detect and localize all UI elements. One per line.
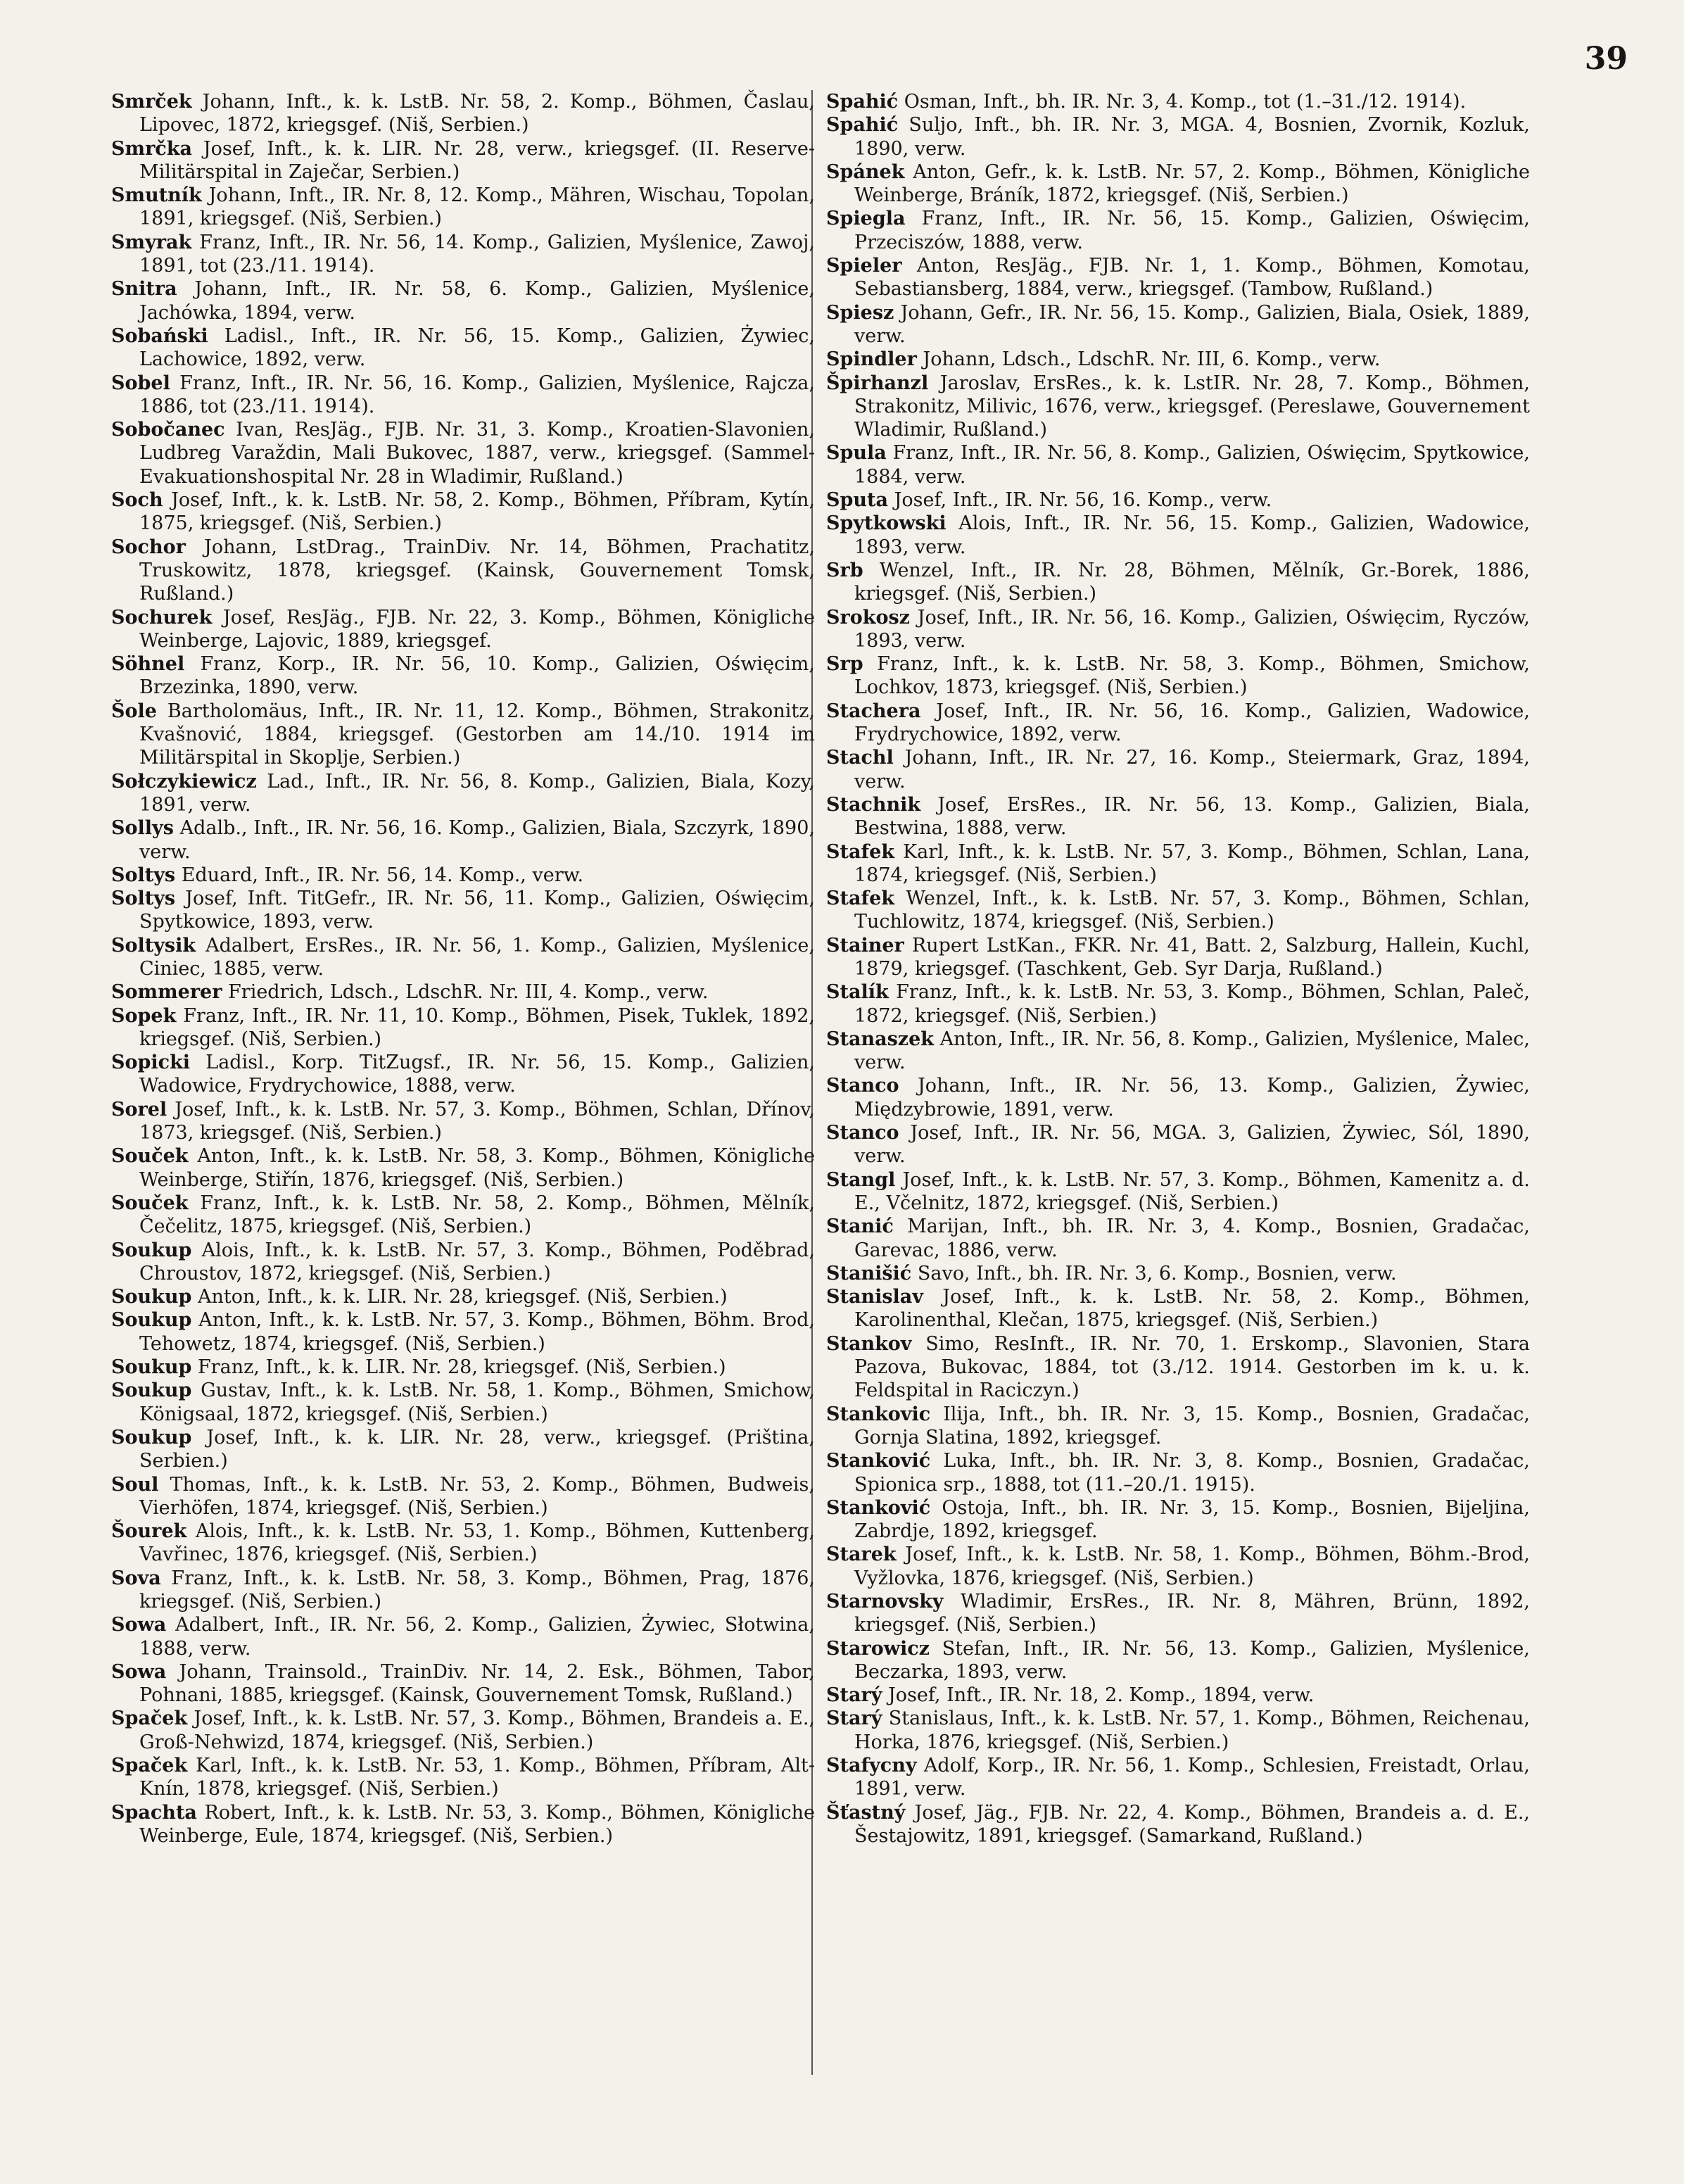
entry-surname: Stangl <box>826 1168 896 1191</box>
entry-details: Luka, Inft., bh. IR. Nr. 3, 8. Komp., Bosnien, Gradačac, Spionica srp., 1888, tot (11.–20./1. 1915). <box>854 1450 1530 1496</box>
entry-details: Josef, Inft., k. k. LIR. Nr. 28, verw., kriegsgef. (II. Reserve-Militärspital in Zaječar, Serbien.) <box>139 137 815 183</box>
entry-details: Josef, Inft., k. k. LstB. Nr. 58, 1. Komp., Böhmen, Böhm.-Brod, Vyžlovka, 1876, kriegsgef. (Niš, Serbien.) <box>854 1544 1530 1589</box>
entry-details: Josef, Inft., k. k. LstB. Nr. 58, 2. Komp., Böhmen, Karolinenthal, Klečan, 1875, kriegsgef. (Niš, Serbien.) <box>854 1286 1530 1332</box>
list-entry <box>111 137 815 184</box>
entry-surname: Sorel <box>111 1098 167 1121</box>
entry-surname: Soukup <box>111 1239 192 1261</box>
entry-surname: Soch <box>111 489 163 512</box>
entry-surname: Šťastný <box>826 1801 906 1824</box>
list-entry <box>826 1215 1530 1262</box>
entry-details: Josef, Inft., k. k. LstB. Nr. 57, 3. Komp., Böhmen, Kamenitz a. d. E., Včelnitz, 1872, kriegsgef. (Niš, Serbien.) <box>854 1168 1530 1214</box>
list-entry <box>826 1332 1530 1403</box>
entry-surname: Stanišić <box>826 1262 912 1284</box>
list-entry <box>826 1449 1530 1496</box>
entry-details: Savo, Inft., bh. IR. Nr. 3, 6. Komp., Bosnien, verw. <box>917 1262 1397 1284</box>
list-entry <box>111 1308 815 1356</box>
list-entry <box>111 934 815 981</box>
entry-details: Franz, Inft., IR. Nr. 56, 16. Komp., Galizien, Myślenice, Rajcza, 1886, tot (23./11. 1914). <box>139 372 815 417</box>
entry-surname: Smyrak <box>111 231 192 253</box>
entry-surname: Starowicz <box>826 1637 930 1660</box>
list-entry <box>111 184 815 231</box>
entry-surname: Söhnel <box>111 653 185 676</box>
entry-surname: Smutník <box>111 184 202 207</box>
list-entry <box>111 1285 815 1308</box>
list-entry <box>111 1801 815 1848</box>
entry-details: Franz, Inft., IR. Nr. 56, 8. Komp., Galizien, Oświęcim, Spytkowice, 1884, verw. <box>854 442 1530 488</box>
list-entry <box>111 652 815 700</box>
entry-surname: Spiesz <box>826 301 894 324</box>
entry-details: Johann, Gefr., IR. Nr. 56, 15. Komp., Galizien, Biala, Osiek, 1889, verw. <box>854 301 1530 347</box>
entry-details: Karl, Inft., k. k. LstB. Nr. 57, 3. Komp., Böhmen, Schlan, Lana, 1874, kriegsgef. (Niš, Serbien.) <box>854 840 1530 886</box>
entry-surname: Sopek <box>111 1004 177 1027</box>
entry-surname: Spachta <box>111 1801 197 1824</box>
entry-surname: Sommerer <box>111 981 222 1004</box>
entry-surname: Soukup <box>111 1356 192 1379</box>
entry-surname: Snitra <box>111 278 177 301</box>
entry-details: Franz, Korp., IR. Nr. 56, 10. Komp., Galizien, Oświęcim, Brzezinka, 1890, verw. <box>139 653 815 699</box>
left-column <box>111 90 815 1848</box>
page-number: 39 <box>1584 41 1628 77</box>
entry-surname: Starnovsky <box>826 1591 944 1612</box>
entry-details: Suljo, Inft., bh. IR. Nr. 3, MGA. 4, Bosnien, Zvornik, Kozluk, 1890, verw. <box>854 114 1530 160</box>
entry-surname: Stanislav <box>826 1286 923 1308</box>
entry-surname: Stachera <box>826 700 921 722</box>
list-entry <box>826 746 1530 793</box>
list-entry <box>111 770 815 817</box>
entry-details: Wladimir, ErsRes., IR. Nr. 8, Mähren, Brünn, 1892, kriegsgef. (Niš, Serbien.) <box>854 1591 1531 1636</box>
entry-details: Wenzel, Inft., k. k. LstB. Nr. 57, 3. Komp., Böhmen, Schlan, Tuchlowitz, 1874, kriegsgef. (Niš, Serbien.) <box>854 888 1530 933</box>
list-entry <box>111 1379 815 1426</box>
list-entry <box>826 606 1530 653</box>
entry-surname: Souček <box>111 1192 189 1214</box>
entry-surname: Starek <box>826 1544 897 1566</box>
list-entry <box>111 418 815 488</box>
entry-surname: Soltys <box>111 888 176 910</box>
list-entry <box>826 160 1530 208</box>
entry-surname: Spaček <box>111 1708 188 1730</box>
entry-surname: Stankovic <box>826 1403 931 1425</box>
entry-details: Rupert LstKan., FKR. Nr. 41, Batt. 2, Salzburg, Hallein, Kuchl, 1879, kriegsgef. (Taschkent, Geb. Syr Darja, Rußland.) <box>854 934 1530 980</box>
entry-details: Johann, Inft., IR. Nr. 8, 12. Komp., Mähren, Wischau, Topolan, 1891, kriegsgef. (Niš, Serbien.) <box>139 184 815 230</box>
entry-details: Eduard, Inft., IR. Nr. 56, 14. Komp., verw. <box>181 864 584 886</box>
entry-details: Josef, Inft., IR. Nr. 56, 16. Komp., Galizien, Oświęcim, Ryczów, 1893, verw. <box>854 606 1530 652</box>
entry-surname: Sollys <box>111 817 174 840</box>
entry-surname: Sołczykiewicz <box>111 770 257 793</box>
entry-details: Lad., Inft., IR. Nr. 56, 8. Komp., Galizien, Biala, Kozy, 1891, verw. <box>139 770 815 816</box>
entry-details: Karl, Inft., k. k. LstB. Nr. 53, 1. Komp., Böhmen, Příbram, Alt-Knín, 1878, kriegsgef. (Niš, Serbien.) <box>139 1755 815 1800</box>
entry-surname: Soltysik <box>111 934 196 957</box>
entry-details: Jaroslav, ErsRes., k. k. LstIR. Nr. 28, 7. Komp., Böhmen, Strakonitz, Milivic, 1676, verw., kriegsgef. (Pereslawe, Gouvernement Wladimir, Rußland.) <box>854 372 1530 441</box>
entry-details: Franz, Inft., k. k. LIR. Nr. 28, kriegsgef. (Niš, Serbien.) <box>197 1356 726 1379</box>
list-entry <box>826 488 1530 512</box>
entry-surname: Sopicki <box>111 1052 191 1074</box>
entry-details: Wenzel, Inft., IR. Nr. 28, Böhmen, Mělník, Gr.-Borek, 1886, kriegsgef. (Niš, Serbien.) <box>854 559 1530 605</box>
list-entry <box>111 231 815 278</box>
entry-surname: Stachl <box>826 747 894 769</box>
entry-details: Anton, Gefr., k. k. LstB. Nr. 57, 2. Komp., Böhmen, Königliche Weinberge, Bráník, 1872, kriegsgef. (Niš, Serbien.) <box>854 160 1530 207</box>
entry-details: Anton, Inft., k. k. LstB. Nr. 57, 3. Komp., Böhmen, Böhm. Brod, Tehowetz, 1874, kriegsgef. (Niš, Serbien.) <box>139 1309 815 1355</box>
list-entry <box>826 1403 1530 1450</box>
list-entry <box>826 441 1530 488</box>
entry-details: Friedrich, Ldsch., LdschR. Nr. III, 4. Komp., verw. <box>228 981 709 1004</box>
entry-details: Franz, Inft., k. k. LstB. Nr. 58, 2. Komp., Böhmen, Mělník, Čečelitz, 1875, kriegsgef. (Niš, Serbien.) <box>139 1192 815 1238</box>
list-entry <box>826 934 1530 981</box>
entry-details: Josef, ResJäg., FJB. Nr. 22, 3. Komp., Böhmen, Königliche Weinberge, Lajovic, 1889, kriegsgef. <box>139 606 816 652</box>
entry-surname: Spahić <box>826 114 899 137</box>
list-entry <box>111 1098 815 1145</box>
entry-details: Johann, Ldsch., LdschR. Nr. III, 6. Komp., verw. <box>923 348 1381 371</box>
entry-details: Josef, Inft., k. k. LstB. Nr. 57, 3. Komp., Böhmen, Brandeis a. E., Groß-Nehwizd, 1874, kriegsgef. (Niš, Serbien.) <box>139 1708 815 1753</box>
entry-details: Franz, Inft., IR. Nr. 56, 14. Komp., Galizien, Myślenice, Zawoj, 1891, tot (23./11. 1914). <box>139 231 815 277</box>
entry-surname: Šole <box>111 700 157 722</box>
entry-surname: Stafycny <box>826 1755 917 1777</box>
entry-surname: Soukup <box>111 1380 192 1402</box>
entry-surname: Spytkowski <box>826 512 947 535</box>
list-entry <box>111 1004 815 1052</box>
list-entry <box>111 1707 815 1754</box>
list-entry <box>826 1496 1530 1544</box>
entry-surname: Sochor <box>111 536 186 558</box>
entry-details: Johann, LstDrag., TrainDiv. Nr. 14, Böhmen, Prachatitz, Truskowitz, 1878, kriegsgef. (Kainsk, Gouvernement Tomsk, Rußland.) <box>139 536 815 605</box>
entry-surname: Sova <box>111 1567 161 1589</box>
entry-surname: Stanković <box>826 1450 931 1472</box>
entry-surname: Špirhanzl <box>826 372 929 394</box>
entry-surname: Spula <box>826 442 887 465</box>
entry-details: Alois, Inft., k. k. LstB. Nr. 57, 3. Komp., Böhmen, Poděbrad, Chroustov, 1872, kriegsgef. (Niš, Serbien.) <box>139 1239 815 1284</box>
entry-surname: Soltys <box>111 864 176 886</box>
list-entry <box>111 816 815 864</box>
list-entry <box>111 324 815 372</box>
entry-details: Anton, Inft., k. k. LIR. Nr. 28, kriegsgef. (Niš, Serbien.) <box>197 1286 728 1308</box>
list-entry <box>111 606 815 653</box>
entry-details: Anton, ResJäg., FJB. Nr. 1, 1. Komp., Böhmen, Komotau, Sebastiansberg, 1884, verw., kriegsgef. (Tambow, Rußland.) <box>854 255 1530 301</box>
entry-details: Anton, Inft., IR. Nr. 56, 8. Komp., Galizien, Myślenice, Malec, verw. <box>854 1028 1530 1074</box>
entry-details: Thomas, Inft., k. k. LstB. Nr. 53, 2. Komp., Böhmen, Budweis, Vierhöfen, 1874, kriegsgef. (Niš, Serbien.) <box>139 1473 815 1519</box>
list-entry <box>826 1074 1530 1121</box>
entry-details: Adalb., Inft., IR. Nr. 56, 16. Komp., Galizien, Biala, Szczyrk, 1890, verw. <box>139 817 815 863</box>
entry-surname: Sobočanec <box>111 419 225 441</box>
list-entry <box>826 1285 1530 1332</box>
entry-surname: Spahić <box>826 91 899 113</box>
entry-details: Adolf, Korp., IR. Nr. 56, 1. Komp., Schlesien, Freistadt, Orlau, 1891, verw. <box>854 1755 1530 1800</box>
list-entry <box>111 1144 815 1192</box>
list-entry <box>826 254 1530 301</box>
entry-surname: Stanić <box>826 1216 894 1238</box>
entry-surname: Soukup <box>111 1426 192 1448</box>
entry-surname: Sowa <box>111 1660 167 1683</box>
list-entry <box>111 1660 815 1708</box>
entry-surname: Spiegla <box>826 208 906 230</box>
entry-details: Johann, Inft., IR. Nr. 56, 13. Komp., Galizien, Żywiec, Międzybrowie, 1891, verw. <box>854 1075 1530 1121</box>
entry-details: Franz, Inft., k. k. LstB. Nr. 53, 3. Komp., Böhmen, Schlan, Paleč, 1872, kriegsgef. (Niš, Serbien.) <box>854 981 1530 1027</box>
list-entry <box>111 980 815 1004</box>
list-entry <box>111 1473 815 1520</box>
entry-surname: Soul <box>111 1473 159 1496</box>
entry-surname: Spindler <box>826 348 917 371</box>
right-column <box>826 90 1530 1848</box>
list-entry <box>826 700 1530 747</box>
entry-details: Ostoja, Inft., bh. IR. Nr. 3, 15. Komp., Bosnien, Bijeljina, Zabrdje, 1892, kriegsgef. <box>854 1496 1530 1543</box>
entry-surname: Stafek <box>826 888 894 910</box>
list-entry <box>826 840 1530 888</box>
entry-surname: Srokosz <box>826 606 910 629</box>
entry-surname: Starý <box>826 1708 882 1730</box>
entry-surname: Stalík <box>826 981 889 1004</box>
entry-surname: Smrček <box>111 91 192 113</box>
list-entry <box>826 887 1530 934</box>
entry-details: Josef, Inft., k. k. LstB. Nr. 58, 2. Komp., Böhmen, Příbram, Kytín, 1875, kriegsgef. (Niš, Serbien.) <box>139 489 815 535</box>
entry-details: Johann, Trainsold., TrainDiv. Nr. 14, 2. Esk., Böhmen, Tabor, Pohnani, 1885, kriegsgef. (Kainsk, Gouvernement Tomsk, Rußland.) <box>139 1660 815 1707</box>
entry-details: Robert, Inft., k. k. LstB. Nr. 53, 3. Komp., Böhmen, Königliche Weinberge, Eule, 1874, kriegsgef. (Niš, Serbien.) <box>139 1801 815 1847</box>
list-entry <box>826 348 1530 371</box>
entry-surname: Soukup <box>111 1286 192 1308</box>
list-entry <box>111 90 815 137</box>
entry-surname: Srb <box>826 559 863 581</box>
entry-details: Ivan, ResJäg., FJB. Nr. 31, 3. Komp., Kroatien-Slavonien, Ludbreg Varaždin, Mali Bukovec, 1887, verw., kriegsgef. (Sammel-Evakuationshospital Nr. 28 in Wladimir, Rußland.) <box>139 419 815 488</box>
entry-surname: Stafek <box>826 840 894 863</box>
entry-details: Bartholomäus, Inft., IR. Nr. 11, 12. Komp., Böhmen, Strakonitz, Kvašnović, 1884, kriegsgef. (Gestorben am 14./10. 1914 im Militärspital in Skoplje, Serbien.) <box>139 700 815 769</box>
entry-details: Johann, Inft., IR. Nr. 27, 16. Komp., Steiermark, Graz, 1894, verw. <box>854 747 1530 793</box>
entry-details: Anton, Inft., k. k. LstB. Nr. 58, 3. Komp., Böhmen, Königliche Weinberge, Stiřín, 1876, kriegsgef. (Niš, Serbien.) <box>139 1145 815 1191</box>
list-entry <box>111 536 815 606</box>
list-entry <box>111 1613 815 1660</box>
entry-details: Ilija, Inft., bh. IR. Nr. 3, 15. Komp., Bosnien, Gradačac, Gornja Slatina, 1892, kriegsgef. <box>854 1403 1530 1448</box>
entry-surname: Sobel <box>111 372 170 394</box>
entry-details: Alois, Inft., IR. Nr. 56, 15. Komp., Galizien, Wadowice, 1893, verw. <box>854 512 1530 558</box>
entry-surname: Soukup <box>111 1309 192 1332</box>
list-entry <box>826 1754 1530 1801</box>
entry-details: Josef, Inft., IR. Nr. 18, 2. Komp., 1894, verw. <box>887 1684 1315 1707</box>
list-entry <box>826 1637 1530 1684</box>
list-entry <box>111 1426 815 1473</box>
list-entry <box>111 488 815 536</box>
list-entry <box>826 372 1530 442</box>
entry-details: Franz, Inft., k. k. LstB. Nr. 58, 3. Komp., Böhmen, Prag, 1876, kriegsgef. (Niš, Serbien.) <box>139 1567 815 1612</box>
list-entry <box>826 559 1530 606</box>
entry-surname: Šourek <box>111 1520 187 1543</box>
entry-details: Josef, Inft., k. k. LIR. Nr. 28, verw., kriegsgef. (Priština, Serbien.) <box>139 1426 815 1472</box>
entry-details: Josef, Inft., IR. Nr. 56, 16. Komp., Galizien, Wadowice, Frydrychowice, 1892, verw. <box>854 700 1530 746</box>
list-entry <box>111 1567 815 1614</box>
list-entry <box>826 90 1530 113</box>
list-entry <box>826 980 1530 1028</box>
list-entry <box>826 1121 1530 1168</box>
entry-surname: Stanco <box>826 1075 899 1097</box>
list-entry <box>111 1754 815 1801</box>
entry-details: Josef, Inft., IR. Nr. 56, 16. Komp., verw. <box>894 489 1272 512</box>
entry-surname: Spieler <box>826 255 902 277</box>
entry-surname: Spánek <box>826 160 905 183</box>
entry-surname: Sputa <box>826 489 888 512</box>
list-entry <box>111 864 815 887</box>
list-entry <box>111 1356 815 1379</box>
list-entry <box>826 301 1530 348</box>
list-entry <box>111 277 815 324</box>
entry-details: Osman, Inft., bh. IR. Nr. 3, 4. Komp., tot (1.–31./12. 1914). <box>904 91 1467 113</box>
entry-surname: Spaček <box>111 1755 188 1777</box>
entry-surname: Stainer <box>826 934 904 957</box>
entry-details: Franz, Inft., k. k. LstB. Nr. 58, 3. Komp., Böhmen, Smichow, Lochkov, 1873, kriegsgef. (Niš, Serbien.) <box>854 653 1530 699</box>
entry-details: Josef, Inft., IR. Nr. 56, MGA. 3, Galizien, Żywiec, Sól, 1890, verw. <box>854 1122 1530 1168</box>
entry-surname: Stankov <box>826 1332 912 1355</box>
entry-surname: Souček <box>111 1145 189 1168</box>
list-entry <box>111 1192 815 1239</box>
entry-details: Stefan, Inft., IR. Nr. 56, 13. Komp., Galizien, Myślenice, Beczarka, 1893, verw. <box>854 1637 1530 1683</box>
entry-surname: Srp <box>826 653 863 676</box>
entry-details: Adalbert, Inft., IR. Nr. 56, 2. Komp., Galizien, Żywiec, Słotwina, 1888, verw. <box>139 1614 815 1660</box>
entry-details: Gustav, Inft., k. k. LstB. Nr. 58, 1. Komp., Böhmen, Smichow, Königsaal, 1872, kriegsgef. (Niš, Serbien.) <box>139 1380 816 1425</box>
list-entry <box>826 512 1530 559</box>
list-entry <box>826 652 1530 700</box>
entry-details: Franz, Inft., IR. Nr. 11, 10. Komp., Böhmen, Pisek, Tuklek, 1892, kriegsgef. (Niš, Serbien.) <box>139 1004 815 1050</box>
entry-details: Franz, Inft., IR. Nr. 56, 15. Komp., Galizien, Oświęcim, Przeciszów, 1888, verw. <box>854 208 1530 253</box>
list-entry <box>826 793 1530 840</box>
entry-surname: Stanković <box>826 1496 931 1519</box>
list-entry <box>826 113 1530 160</box>
list-entry <box>111 1239 815 1286</box>
entry-surname: Smrčka <box>111 137 192 160</box>
list-entry <box>111 1051 815 1098</box>
list-entry <box>111 372 815 419</box>
entry-details: Josef, Jäg., FJB. Nr. 22, 4. Komp., Böhmen, Brandeis a. d. E., Šestajowitz, 1891, kriegsgef. (Samarkand, Rußland.) <box>854 1801 1530 1847</box>
list-entry <box>826 1262 1530 1285</box>
entry-details: Ladisl., Inft., IR. Nr. 56, 15. Komp., Galizien, Żywiec, Lachowice, 1892, verw. <box>139 324 815 371</box>
list-entry <box>111 700 815 770</box>
list-entry <box>111 887 815 934</box>
list-entry <box>111 1520 815 1567</box>
entry-surname: Sochurek <box>111 606 213 629</box>
entry-surname: Stanaszek <box>826 1028 935 1050</box>
entry-details: Josef, ErsRes., IR. Nr. 56, 13. Komp., Galizien, Biala, Bestwina, 1888, verw. <box>854 793 1530 840</box>
entry-details: Johann, Inft., k. k. LstB. Nr. 58, 2. Komp., Böhmen, Časlau, Lipovec, 1872, kriegsgef. (Niš, Serbien.) <box>139 91 815 137</box>
entry-details: Johann, Inft., IR. Nr. 58, 6. Komp., Galizien, Myślenice, Jachówka, 1894, verw. <box>139 278 815 324</box>
list-entry <box>826 1028 1530 1075</box>
list-entry <box>826 1168 1530 1216</box>
entry-details: Adalbert, ErsRes., IR. Nr. 56, 1. Komp., Galizien, Myślenice, Ciniec, 1885, verw. <box>139 934 815 980</box>
entry-details: Marijan, Inft., bh. IR. Nr. 3, 4. Komp., Bosnien, Gradačac, Garevac, 1886, verw. <box>854 1216 1530 1261</box>
list-entry <box>826 1590 1530 1637</box>
list-entry <box>826 1707 1530 1754</box>
entry-surname: Stachnik <box>826 793 921 816</box>
entry-details: Stanislaus, Inft., k. k. LstB. Nr. 57, 1. Komp., Böhmen, Reichenau, Horka, 1876, kriegsgef. (Niš, Serbien.) <box>854 1708 1530 1753</box>
list-entry <box>826 1684 1530 1707</box>
list-entry <box>826 207 1530 254</box>
entry-details: Josef, Inft., k. k. LstB. Nr. 57, 3. Komp., Böhmen, Schlan, Dřínov, 1873, kriegsgef. (Niš, Serbien.) <box>139 1098 815 1144</box>
list-entry <box>826 1543 1530 1590</box>
entry-details: Ladisl., Korp. TitZugsf., IR. Nr. 56, 15. Komp., Galizien, Wadowice, Frydrychowice, 1888, verw. <box>139 1052 815 1097</box>
entry-surname: Sobański <box>111 324 208 347</box>
list-entry <box>826 1801 1530 1848</box>
entry-details: Simo, ResInft., IR. Nr. 70, 1. Erskomp., Slavonien, Stara Pazova, Bukovac, 1884, tot (3./12. 1914. Gestorben im k. u. k. Feldspital in Raciczyn.) <box>854 1332 1530 1402</box>
entry-surname: Sowa <box>111 1614 167 1636</box>
entry-details: Josef, Inft. TitGefr., IR. Nr. 56, 11. Komp., Galizien, Oświęcim, Spytkowice, 1893, verw. <box>139 888 815 933</box>
entry-surname: Stanco <box>826 1122 899 1144</box>
entry-surname: Starý <box>826 1684 882 1707</box>
entry-details: Alois, Inft., k. k. LstB. Nr. 53, 1. Komp., Böhmen, Kuttenberg, Vavřinec, 1876, kriegsgef. (Niš, Serbien.) <box>139 1520 815 1566</box>
